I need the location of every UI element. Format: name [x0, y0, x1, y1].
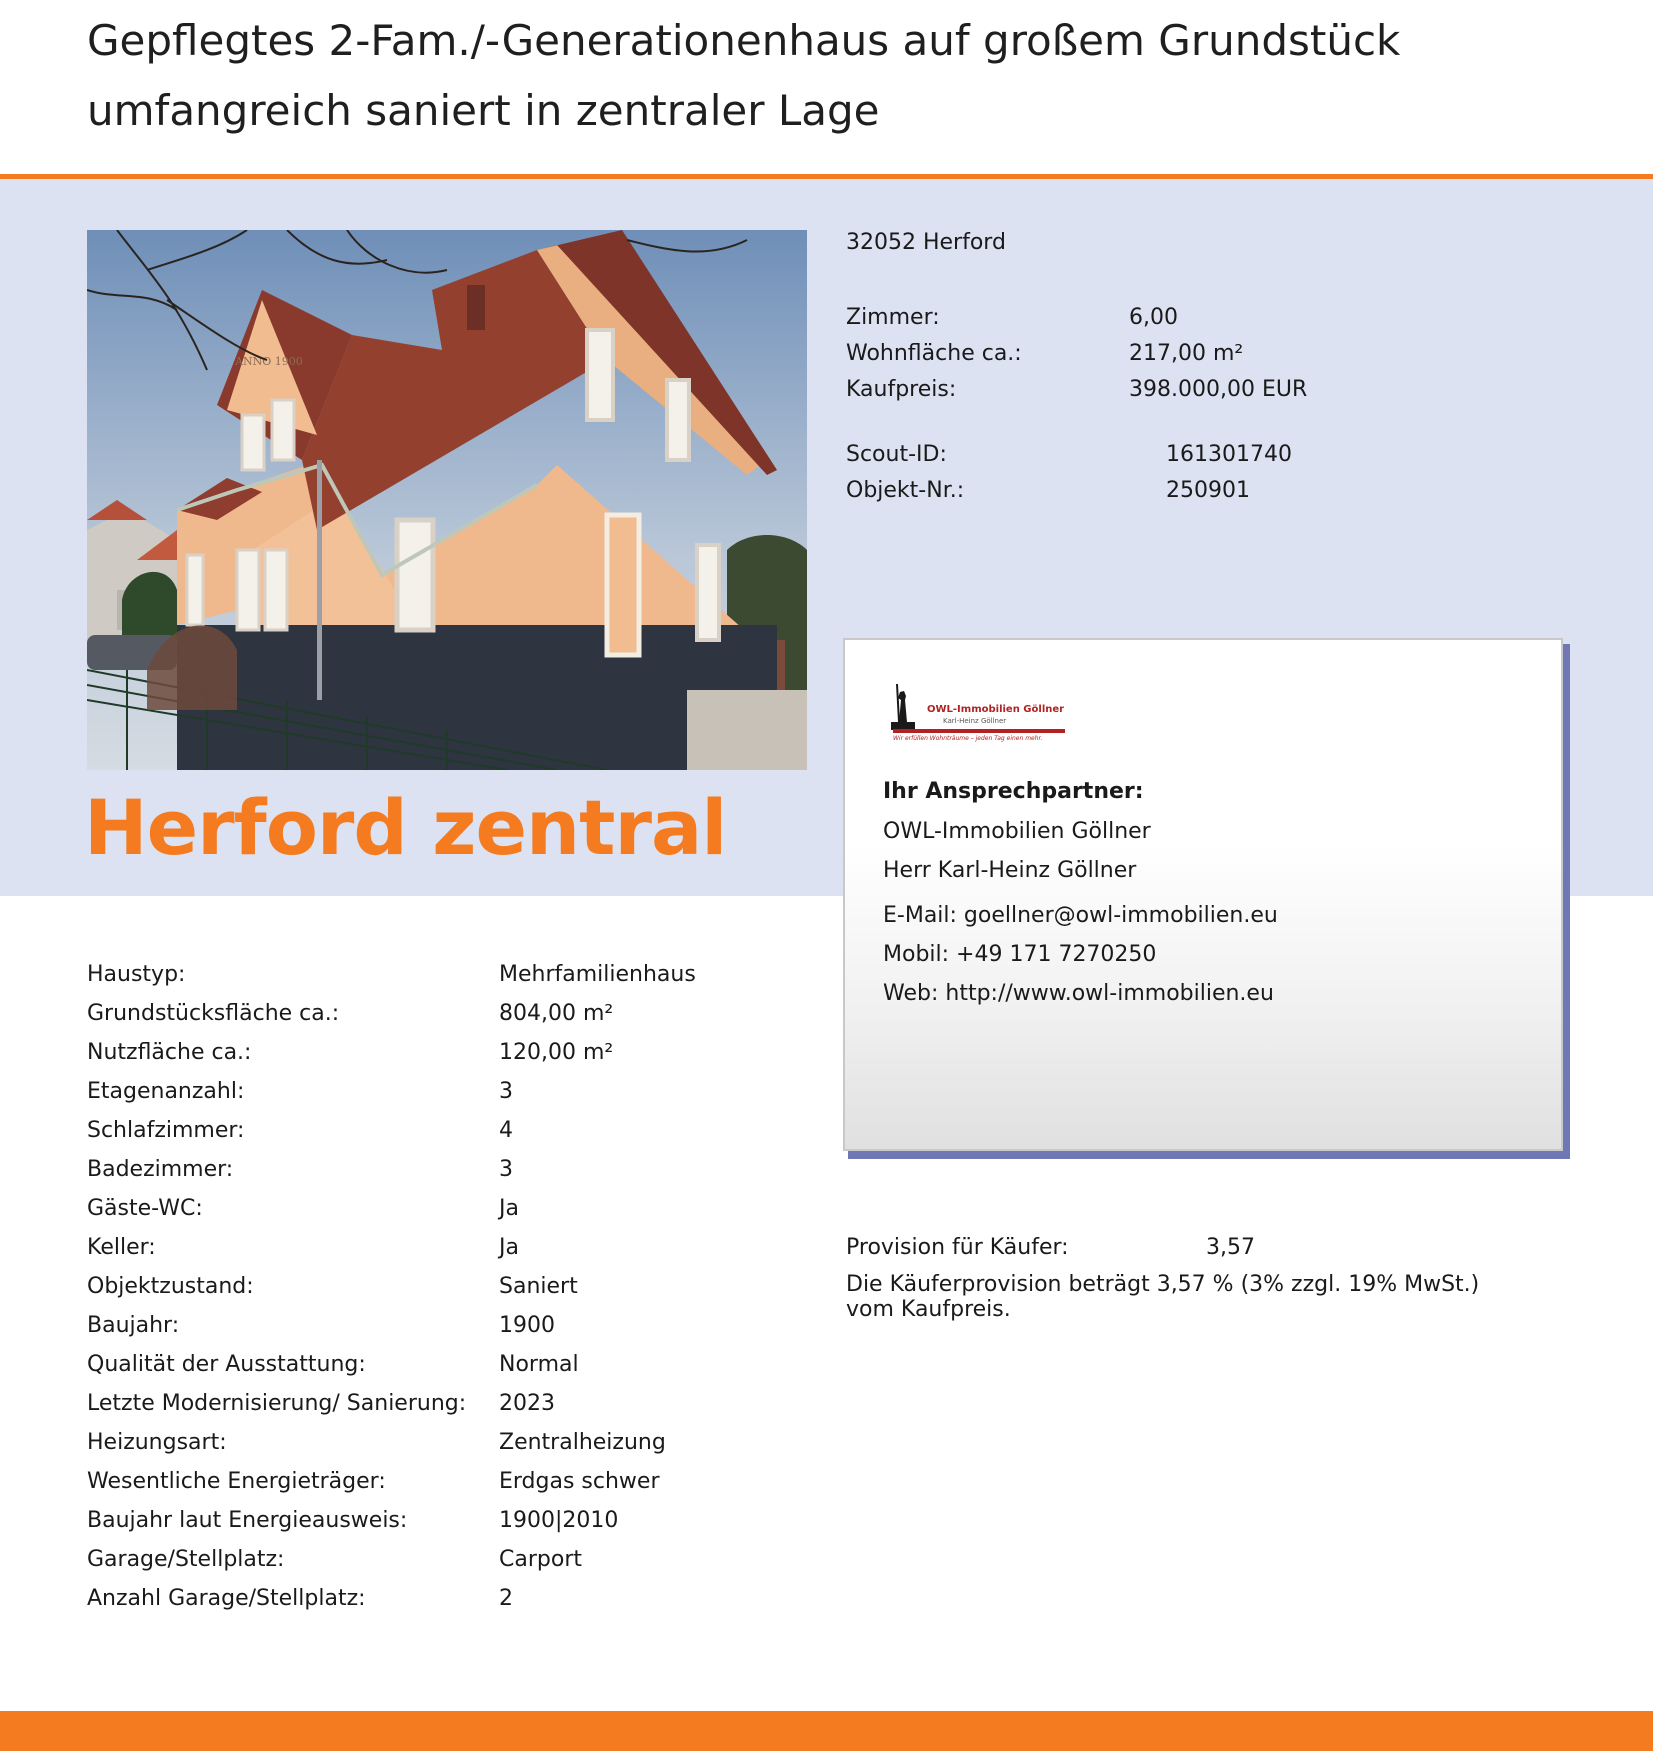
detail-value: Ja [499, 1235, 519, 1260]
contact-heading: Ihr Ansprechpartner: [883, 779, 1144, 804]
detail-label: Letzte Modernisierung/ Sanierung: [87, 1391, 467, 1416]
detail-value: Normal [499, 1352, 579, 1377]
detail-label: Grundstücksfläche ca.: [87, 1001, 340, 1026]
company-logo [885, 682, 1075, 754]
detail-row [87, 1189, 787, 1228]
fact-label: Wohnfläche ca.: [846, 341, 1022, 366]
detail-label: Objektzustand: [87, 1274, 254, 1299]
detail-label: Anzahl Garage/Stellplatz: [87, 1586, 366, 1611]
detail-label: Wesentliche Energieträger: [87, 1469, 386, 1494]
detail-value: 120,00 m² [499, 1040, 614, 1065]
detail-label: Baujahr: [87, 1313, 180, 1338]
title-line-1: Gepflegtes 2-Fam./-Generationenhaus auf großem Grundstück [87, 16, 1401, 65]
detail-value: 1900 [499, 1313, 555, 1338]
detail-value: Mehrfamilienhaus [499, 962, 696, 987]
detail-value: 2023 [499, 1391, 555, 1416]
detail-label: Haustyp: [87, 962, 186, 987]
commission-value: 3,57 [1206, 1235, 1255, 1260]
contact-details [883, 772, 1278, 1013]
fact-label: Kaufpreis: [846, 377, 957, 402]
detail-label: Keller: [87, 1235, 156, 1260]
contact-web-link[interactable]: Web: http://www.owl-immobilien.eu [883, 981, 1274, 1006]
id-label: Objekt-Nr.: [846, 478, 965, 503]
fact-row [846, 336, 1496, 372]
detail-row [87, 1501, 787, 1540]
id-row [846, 473, 1496, 509]
detail-label: Garage/Stellplatz: [87, 1547, 285, 1572]
fact-label: Zimmer: [846, 305, 940, 330]
monument-logo-icon [885, 682, 925, 734]
detail-row [87, 1579, 787, 1618]
detail-value: Zentralheizung [499, 1430, 666, 1455]
detail-label: Heizungsart: [87, 1430, 227, 1455]
page-title [87, 6, 1627, 146]
detail-row [87, 1540, 787, 1579]
detail-label: Gäste-WC: [87, 1196, 203, 1221]
detail-row [87, 1072, 787, 1111]
logo-company-name: OWL-Immobilien Göllner [927, 704, 1065, 715]
detail-label: Etagenanzahl: [87, 1079, 245, 1104]
fact-value: 217,00 m² [1129, 341, 1244, 366]
detail-label: Nutzfläche ca.: [87, 1040, 252, 1065]
detail-value: Carport [499, 1547, 582, 1572]
detail-row [87, 994, 787, 1033]
detail-label: Qualität der Ausstattung: [87, 1352, 366, 1377]
detail-row [87, 1423, 787, 1462]
detail-row [87, 955, 787, 994]
detail-label: Baujahr laut Energieausweis: [87, 1508, 408, 1533]
property-details [87, 955, 787, 1618]
commission-section [846, 1230, 1546, 1322]
detail-value: Erdgas schwer [499, 1469, 660, 1494]
logo-slogan: Wir erfüllen Wohnträume – jeden Tag einen mehr. [893, 735, 1043, 742]
footer-bar [0, 1711, 1653, 1751]
detail-row [87, 1228, 787, 1267]
detail-value: Saniert [499, 1274, 578, 1299]
photo-inscription: ANNO 1900 [235, 355, 303, 368]
detail-row [87, 1306, 787, 1345]
commission-label: Provision für Käufer: [846, 1235, 1069, 1260]
title-line-2: umfangreich saniert in zentraler Lage [87, 86, 880, 135]
id-value: 161301740 [1166, 442, 1292, 467]
detail-row [87, 1345, 787, 1384]
fact-row [846, 300, 1496, 336]
fact-row [846, 372, 1496, 408]
location-headline: Herford zentral [84, 783, 727, 872]
house-photo-icon [87, 230, 807, 770]
detail-value: 4 [499, 1118, 513, 1143]
contact-person: Herr Karl-Heinz Göllner [883, 858, 1137, 883]
logo-underline [893, 729, 1065, 733]
detail-value: 1900|2010 [499, 1508, 619, 1533]
contact-email-link[interactable]: E-Mail: goellner@owl-immobilien.eu [883, 903, 1278, 928]
commission-row [846, 1230, 1546, 1266]
detail-value: 3 [499, 1157, 513, 1182]
detail-label: Schlafzimmer: [87, 1118, 245, 1143]
contact-company: OWL-Immobilien Göllner [883, 819, 1151, 844]
detail-row [87, 1462, 787, 1501]
detail-row [87, 1384, 787, 1423]
id-label: Scout-ID: [846, 442, 947, 467]
fact-value: 398.000,00 EUR [1129, 377, 1308, 402]
id-facts [846, 437, 1496, 509]
detail-value: 3 [499, 1079, 513, 1104]
location-text: 32052 Herford [846, 230, 1006, 255]
detail-value: 804,00 m² [499, 1001, 614, 1026]
fact-value: 6,00 [1129, 305, 1178, 330]
detail-row [87, 1267, 787, 1306]
logo-person-name: Karl-Heinz Göllner [943, 717, 1007, 725]
detail-label: Badezimmer: [87, 1157, 234, 1182]
id-value: 250901 [1166, 478, 1250, 503]
contact-card [843, 638, 1563, 1151]
detail-value: Ja [499, 1196, 519, 1221]
detail-value: 2 [499, 1586, 513, 1611]
detail-row [87, 1150, 787, 1189]
commission-note: Die Käuferprovision beträgt 3,57 % (3% zzgl. 19% MwSt.) vom Kaufpreis. [846, 1272, 1480, 1322]
detail-row [87, 1111, 787, 1150]
key-facts [846, 300, 1496, 408]
contact-mobile[interactable]: Mobil: +49 171 7270250 [883, 942, 1157, 967]
id-row [846, 437, 1496, 473]
detail-row [87, 1033, 787, 1072]
